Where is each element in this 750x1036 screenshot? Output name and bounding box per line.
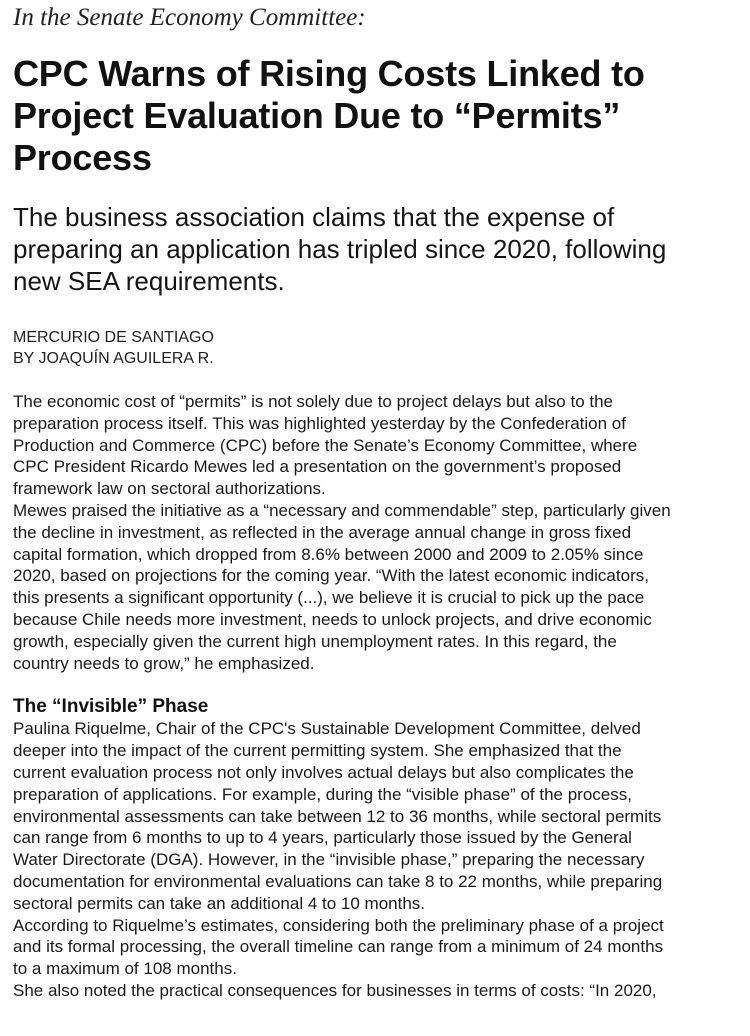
paragraph-line: the decline in investment, as reflected in the average annual change in gross fixed (13, 522, 632, 542)
text-line: MERCURIO DE SANTIAGO (13, 329, 214, 346)
article (13, 0, 750, 1002)
paragraph-line: CPC President Ricardo Mewes led a presentation on the government’s proposed (13, 457, 622, 477)
kicker: In the Senate Economy Committee: (13, 4, 366, 31)
paragraph-line: 2020, based on projections for the coming year. “With the latest economic indicators, (13, 566, 649, 586)
paragraph-line: sectoral permits can take an additional 4 to 10 months. (13, 893, 426, 913)
paragraph-line: Paulina Riquelme, Chair of the CPC's Sustainable Development Committee, delved (13, 719, 641, 739)
article-body-section-2 (13, 718, 750, 1001)
paragraph (13, 391, 750, 500)
article-body-section-1 (13, 391, 750, 674)
paragraph-line: environmental assessments can take between 12 to 36 months, while sectoral permits (13, 806, 662, 826)
paragraph-line: growth, especially given the current high unemployment rates. In this regard, the (13, 631, 617, 651)
paragraph-line: because Chile needs more investment, needs to unlock projects, and drive economic (13, 609, 652, 629)
text-line: new SEA requirements. (13, 266, 285, 296)
paragraph-line: Water Directorate (DGA). However, in the “invisible phase,” preparing the necessary (13, 850, 645, 870)
paragraph-line: preparation process itself. This was highlighted yesterday by the Confederation of (13, 413, 626, 433)
paragraph-line: The economic cost of “permits” is not solely due to project delays but also to the (13, 392, 614, 411)
byline (13, 327, 750, 369)
paragraph-line: preparation of applications. For example, during the “visible phase” of the process, (13, 784, 632, 804)
paragraph-line: She also noted the practical consequences for businesses in terms of costs: “In 2020, (13, 980, 657, 1000)
paragraph-line: According to Riquelme’s estimates, considering both the preliminary phase of a project (13, 915, 664, 935)
paragraph (13, 718, 750, 914)
paragraph-line: and its formal processing, the overall timeline can range from a minimum of 24 months (13, 937, 664, 957)
paragraph (13, 915, 750, 980)
paragraph (13, 500, 750, 674)
text-line: Process (13, 137, 152, 178)
paragraph-line: Mewes praised the initiative as a “necessary and commendable” step, particularly given (13, 500, 671, 520)
paragraph-line: capital formation, which dropped from 8.6% between 2000 and 2009 to 2.05% since (13, 544, 644, 564)
text-line: The business association claims that the expense of (13, 202, 615, 232)
text-line: CPC Warns of Rising Costs Linked to (13, 53, 645, 94)
headline (13, 53, 750, 179)
text-line: BY JOAQUÍN AGUILERA R. (13, 350, 214, 367)
paragraph-line: can range from 6 months to up to 4 years, particularly those issued by the General (13, 828, 632, 848)
paragraph-line: to a maximum of 108 months. (13, 959, 237, 979)
paragraph (13, 980, 750, 1002)
paragraph-line: country needs to grow,” he emphasized. (13, 653, 315, 673)
subheadline (13, 201, 750, 297)
paragraph-line: this presents a significant opportunity (...), we believe it is crucial to pick up the pace (13, 588, 645, 608)
paragraph-line: Production and Commerce (CPC) before the Senate’s Economy Committee, where (13, 435, 638, 455)
text-line: Project Evaluation Due to “Permits” (13, 95, 621, 136)
paragraph-line: current evaluation process not only involves actual delays but also complicates the (13, 762, 634, 782)
section-heading: The “Invisible” Phase (13, 696, 209, 718)
paragraph-line: deeper into the impact of the current permitting system. She emphasized that the (13, 741, 622, 761)
text-line: preparing an application has tripled since 2020, following (13, 234, 667, 264)
paragraph-line: documentation for environmental evaluations can take 8 to 22 months, while preparing (13, 871, 663, 891)
paragraph-line: framework law on sectoral authorizations. (13, 479, 326, 499)
